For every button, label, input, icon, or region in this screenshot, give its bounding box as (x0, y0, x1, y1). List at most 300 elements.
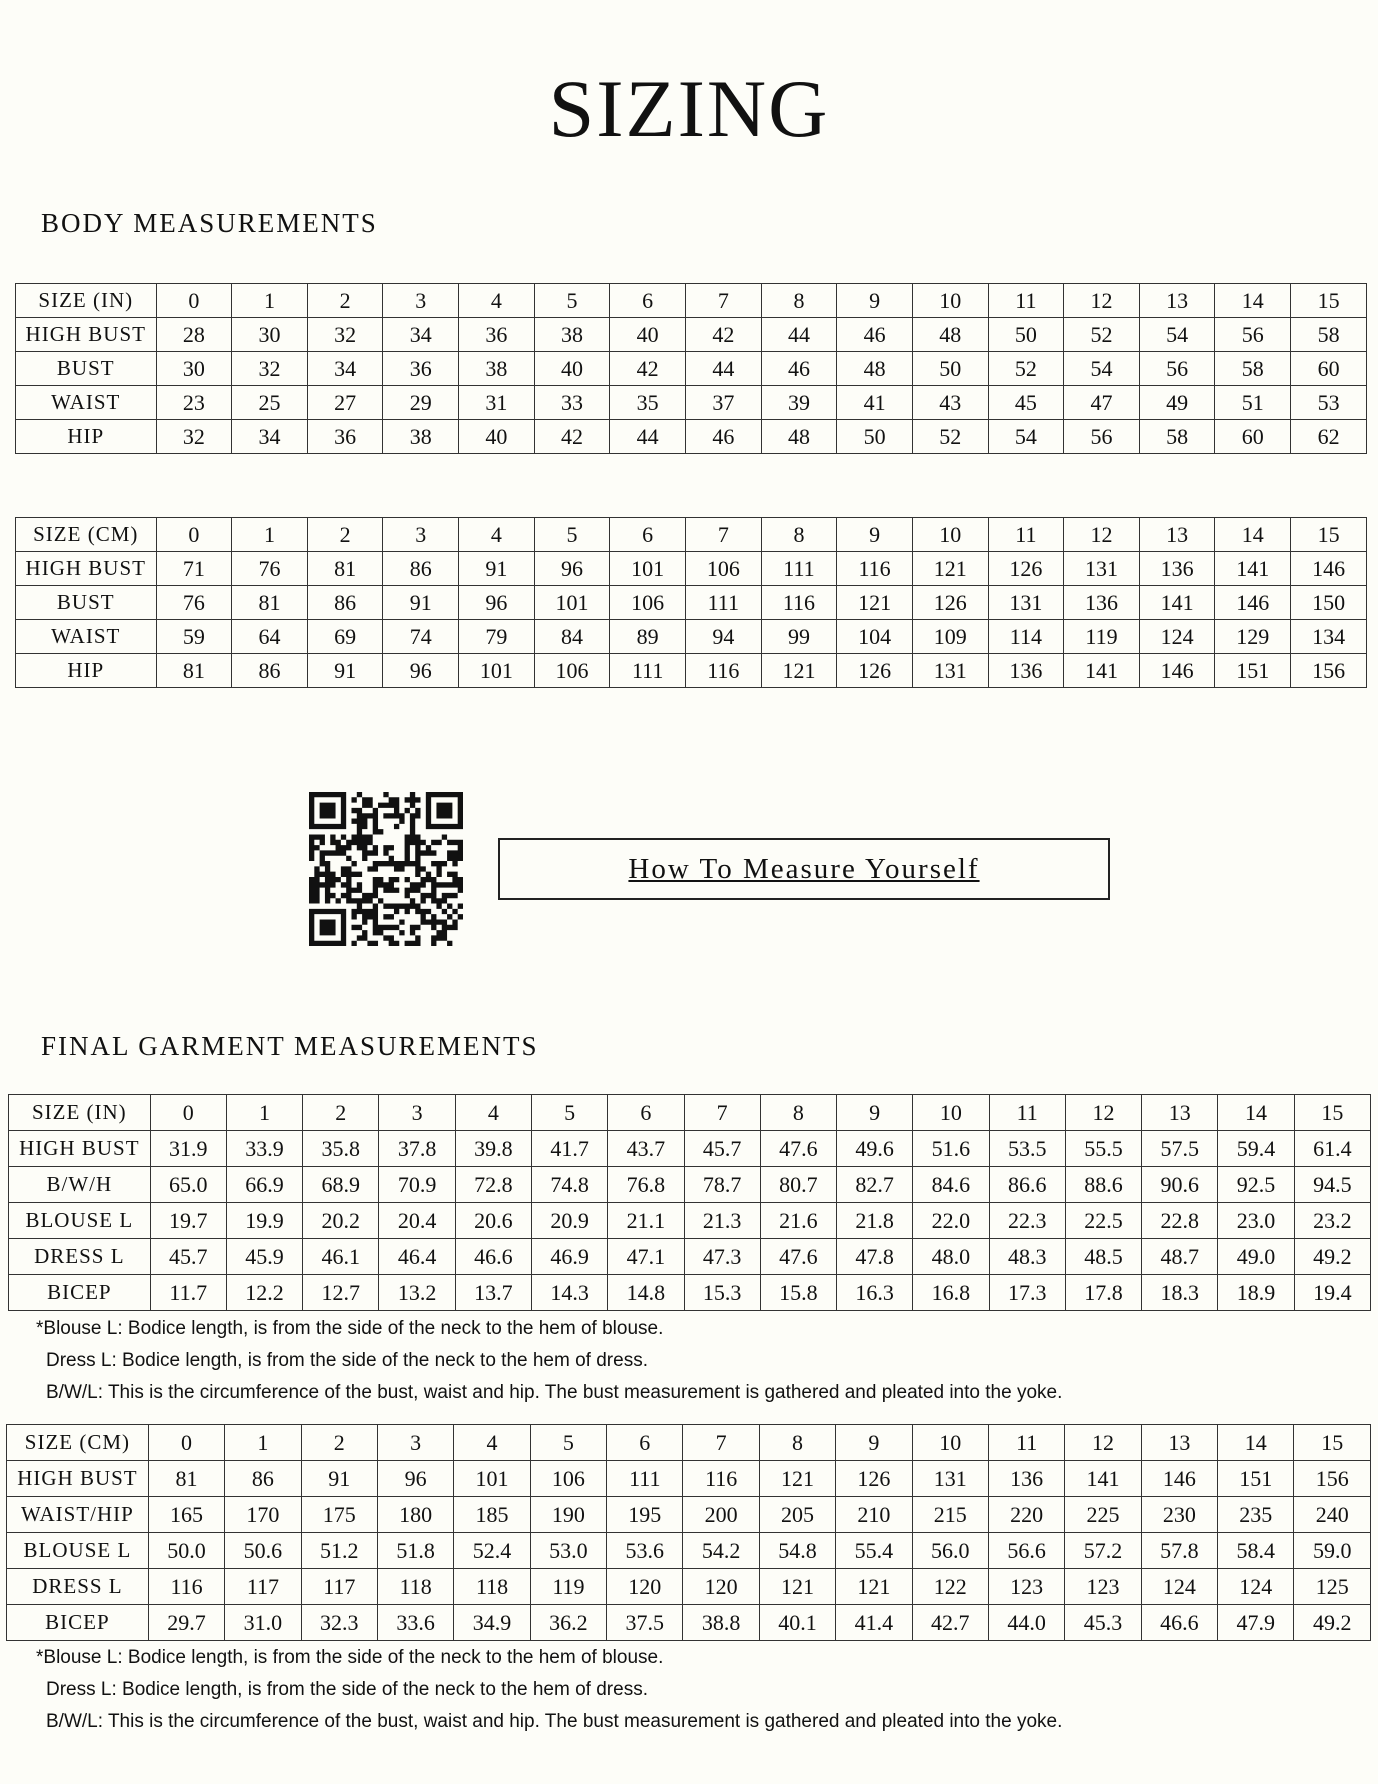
measurement-cell: 94.5 (1294, 1167, 1370, 1203)
measurement-cell: 43 (912, 386, 988, 420)
how-to-measure-link[interactable]: How To Measure Yourself (498, 838, 1110, 900)
size-header-cell: 13 (1139, 284, 1215, 318)
measurement-cell: 12.7 (303, 1275, 379, 1311)
measurement-cell: 126 (912, 586, 988, 620)
measurement-cell: 86 (383, 552, 459, 586)
measurement-cell: 91 (383, 586, 459, 620)
measurement-cell: 101 (610, 552, 686, 586)
size-header-cell: 7 (686, 284, 762, 318)
size-header-cell: 12 (1065, 1095, 1141, 1131)
size-header-cell: 0 (150, 1095, 226, 1131)
measurement-cell: 36 (459, 318, 535, 352)
table-row (16, 586, 1367, 620)
measurement-cell: 38 (534, 318, 610, 352)
measurement-cell: 86 (232, 654, 308, 688)
measurement-cell: 42 (686, 318, 762, 352)
size-header-cell: 1 (232, 518, 308, 552)
measurement-cell: 69 (307, 620, 383, 654)
size-header-cell: 6 (608, 1095, 684, 1131)
measurement-cell: 58 (1215, 352, 1291, 386)
measurement-cell: 30 (232, 318, 308, 352)
measurement-cell: 40 (610, 318, 686, 352)
measurement-cell: 22.5 (1065, 1203, 1141, 1239)
measurement-cell: 79 (459, 620, 535, 654)
measurement-cell: 116 (761, 586, 837, 620)
row-label: HIP (16, 654, 157, 688)
size-header-cell: 2 (303, 1095, 379, 1131)
measurement-cell: 81 (148, 1461, 224, 1497)
measurement-cell: 50.0 (148, 1533, 224, 1569)
measurement-cell: 48.0 (913, 1239, 989, 1275)
size-header-cell: 15 (1294, 1425, 1371, 1461)
measurement-cell: 96 (459, 586, 535, 620)
table-row (7, 1533, 1371, 1569)
measurement-cell: 64 (232, 620, 308, 654)
measurement-cell: 29 (383, 386, 459, 420)
measurement-cell: 32.3 (301, 1605, 377, 1641)
size-header-cell: 11 (988, 284, 1064, 318)
row-label: SIZE (CM) (16, 518, 157, 552)
measurement-cell: 44 (761, 318, 837, 352)
measurement-cell: 22.3 (989, 1203, 1065, 1239)
measurement-cell: 124 (1218, 1569, 1294, 1605)
size-header-cell: 15 (1291, 518, 1367, 552)
measurement-cell: 51.8 (377, 1533, 453, 1569)
measurement-cell: 53.0 (530, 1533, 606, 1569)
table-row (9, 1203, 1371, 1239)
measurement-cell: 19.4 (1294, 1275, 1370, 1311)
measurement-cell: 58 (1139, 420, 1215, 454)
measurement-cell: 34 (307, 352, 383, 386)
measurement-cell: 131 (988, 586, 1064, 620)
measurement-cell: 56 (1064, 420, 1140, 454)
measurement-cell: 119 (530, 1569, 606, 1605)
measurement-cell: 89 (610, 620, 686, 654)
size-header-cell: 4 (459, 284, 535, 318)
measurement-cell: 111 (607, 1461, 683, 1497)
table-row (16, 552, 1367, 586)
measurement-cell: 49.0 (1218, 1239, 1294, 1275)
measurement-cell: 35 (610, 386, 686, 420)
size-header-cell: 15 (1291, 284, 1367, 318)
final-garment-measurements-heading: FINAL GARMENT MEASUREMENTS (41, 1031, 539, 1061)
measurement-cell: 52 (988, 352, 1064, 386)
measurement-cell: 18.9 (1218, 1275, 1294, 1311)
measurement-cell: 43.7 (608, 1131, 684, 1167)
measurement-cell: 116 (686, 654, 762, 688)
measurement-cell: 70.9 (379, 1167, 455, 1203)
measurement-cell: 40 (534, 352, 610, 386)
measurement-cell: 165 (148, 1497, 224, 1533)
table-row (9, 1167, 1371, 1203)
size-header-cell: 3 (377, 1425, 453, 1461)
size-header-cell: 11 (989, 1095, 1065, 1131)
measurement-cell: 21.3 (684, 1203, 760, 1239)
measurement-cell: 22.0 (913, 1203, 989, 1239)
size-header-cell: 14 (1218, 1095, 1294, 1131)
measurement-cell: 146 (1139, 654, 1215, 688)
measurement-cell: 54.8 (759, 1533, 835, 1569)
measurement-cell: 48.7 (1142, 1239, 1218, 1275)
size-header-cell: 9 (837, 284, 913, 318)
measurement-cell: 146 (1141, 1461, 1217, 1497)
measurement-cell: 94 (686, 620, 762, 654)
measurement-cell: 54 (1064, 352, 1140, 386)
body-measurements-heading: BODY MEASUREMENTS (41, 208, 378, 238)
body-measurements-cm-table (15, 517, 1367, 688)
measurement-cell: 48 (912, 318, 988, 352)
note-dress-length: Dress L: Bodice length, is from the side of the neck to the hem of dress. (46, 1679, 648, 1700)
measurement-cell: 41 (837, 386, 913, 420)
row-label: HIP (16, 420, 157, 454)
measurement-cell: 111 (686, 586, 762, 620)
table-row (16, 654, 1367, 688)
size-header-cell: 13 (1142, 1095, 1218, 1131)
measurement-cell: 16.3 (837, 1275, 913, 1311)
size-header-cell: 8 (761, 518, 837, 552)
measurement-cell: 185 (454, 1497, 530, 1533)
measurement-cell: 121 (759, 1569, 835, 1605)
measurement-cell: 50 (837, 420, 913, 454)
measurement-cell: 13.7 (455, 1275, 531, 1311)
measurement-cell: 125 (1294, 1569, 1371, 1605)
measurement-cell: 12.2 (226, 1275, 302, 1311)
measurement-cell: 78.7 (684, 1167, 760, 1203)
size-header-cell: 12 (1064, 518, 1140, 552)
measurement-cell: 84 (534, 620, 610, 654)
measurement-cell: 38 (383, 420, 459, 454)
measurement-cell: 55.5 (1065, 1131, 1141, 1167)
measurement-cell: 57.8 (1141, 1533, 1217, 1569)
size-header-cell: 11 (988, 1425, 1064, 1461)
measurement-cell: 33.9 (226, 1131, 302, 1167)
size-header-cell: 9 (837, 1095, 913, 1131)
row-label: BICEP (7, 1605, 149, 1641)
measurement-cell: 32 (232, 352, 308, 386)
measurement-cell: 146 (1215, 586, 1291, 620)
measurement-cell: 58 (1291, 318, 1367, 352)
garment-measurements-cm-table (6, 1424, 1371, 1641)
measurement-cell: 34 (232, 420, 308, 454)
measurement-cell: 53.6 (607, 1533, 683, 1569)
measurement-cell: 21.8 (837, 1203, 913, 1239)
measurement-cell: 92.5 (1218, 1167, 1294, 1203)
qr-code-icon[interactable] (306, 792, 466, 946)
measurement-cell: 86 (225, 1461, 301, 1497)
measurement-cell: 60 (1215, 420, 1291, 454)
size-header-cell: 14 (1218, 1425, 1294, 1461)
measurement-cell: 156 (1291, 654, 1367, 688)
measurement-cell: 74.8 (531, 1167, 607, 1203)
measurement-cell: 40.1 (759, 1605, 835, 1641)
measurement-cell: 121 (912, 552, 988, 586)
size-header-cell: 2 (301, 1425, 377, 1461)
measurement-cell: 131 (912, 1461, 988, 1497)
measurement-cell: 131 (912, 654, 988, 688)
measurement-cell: 56 (1139, 352, 1215, 386)
garment-measurements-in-table (8, 1094, 1371, 1311)
measurement-cell: 111 (610, 654, 686, 688)
measurement-cell: 76.8 (608, 1167, 684, 1203)
measurement-cell: 59 (156, 620, 232, 654)
measurement-cell: 46 (761, 352, 837, 386)
measurement-cell: 56.6 (988, 1533, 1064, 1569)
size-header-cell: 14 (1215, 284, 1291, 318)
measurement-cell: 109 (912, 620, 988, 654)
measurement-cell: 37.8 (379, 1131, 455, 1167)
measurement-cell: 48 (837, 352, 913, 386)
table-row (7, 1497, 1371, 1533)
measurement-cell: 49.2 (1294, 1605, 1371, 1641)
size-header-cell: 0 (156, 518, 232, 552)
measurement-cell: 14.8 (608, 1275, 684, 1311)
measurement-cell: 82.7 (837, 1167, 913, 1203)
measurement-cell: 215 (912, 1497, 988, 1533)
measurement-cell: 46 (837, 318, 913, 352)
measurement-cell: 106 (686, 552, 762, 586)
size-header-cell: 11 (988, 518, 1064, 552)
measurement-cell: 46.6 (455, 1239, 531, 1275)
measurement-cell: 31 (459, 386, 535, 420)
row-label: WAIST (16, 620, 157, 654)
measurement-cell: 48.5 (1065, 1239, 1141, 1275)
measurement-cell: 106 (610, 586, 686, 620)
size-header-cell: 2 (307, 518, 383, 552)
measurement-cell: 22.8 (1142, 1203, 1218, 1239)
size-header-cell: 8 (760, 1095, 836, 1131)
measurement-cell: 156 (1294, 1461, 1371, 1497)
measurement-cell: 180 (377, 1497, 453, 1533)
measurement-cell: 16.8 (913, 1275, 989, 1311)
measurement-cell: 54 (988, 420, 1064, 454)
size-header-cell: 0 (148, 1425, 224, 1461)
measurement-cell: 80.7 (760, 1167, 836, 1203)
measurement-cell: 48.3 (989, 1239, 1065, 1275)
size-header-cell: 8 (761, 284, 837, 318)
measurement-cell: 118 (377, 1569, 453, 1605)
measurement-cell: 21.6 (760, 1203, 836, 1239)
measurement-cell: 54.2 (683, 1533, 759, 1569)
measurement-cell: 106 (534, 654, 610, 688)
measurement-cell: 46.4 (379, 1239, 455, 1275)
measurement-cell: 106 (530, 1461, 606, 1497)
measurement-cell: 116 (837, 552, 913, 586)
measurement-cell: 151 (1215, 654, 1291, 688)
size-header-cell: 5 (534, 518, 610, 552)
measurement-cell: 52.4 (454, 1533, 530, 1569)
measurement-cell: 151 (1218, 1461, 1294, 1497)
size-header-cell: 7 (686, 518, 762, 552)
row-label: BICEP (9, 1275, 151, 1311)
measurement-cell: 47.6 (760, 1131, 836, 1167)
measurement-cell: 124 (1141, 1569, 1217, 1605)
measurement-cell: 15.8 (760, 1275, 836, 1311)
measurement-cell: 220 (988, 1497, 1064, 1533)
size-header-cell: 15 (1294, 1095, 1370, 1131)
table-row (16, 352, 1367, 386)
measurement-cell: 141 (1064, 654, 1140, 688)
measurement-cell: 61.4 (1294, 1131, 1370, 1167)
measurement-cell: 14.3 (531, 1275, 607, 1311)
size-header-cell: 1 (226, 1095, 302, 1131)
measurement-cell: 101 (459, 654, 535, 688)
measurement-cell: 20.6 (455, 1203, 531, 1239)
size-header-cell: 3 (383, 284, 459, 318)
measurement-cell: 195 (607, 1497, 683, 1533)
measurement-cell: 42 (610, 352, 686, 386)
measurement-cell: 86.6 (989, 1167, 1065, 1203)
size-header-cell: 0 (156, 284, 232, 318)
measurement-cell: 52 (1064, 318, 1140, 352)
table-row (7, 1461, 1371, 1497)
measurement-cell: 121 (836, 1569, 912, 1605)
measurement-cell: 32 (156, 420, 232, 454)
measurement-cell: 44 (686, 352, 762, 386)
row-label: BUST (16, 586, 157, 620)
measurement-cell: 118 (454, 1569, 530, 1605)
measurement-cell: 47.9 (1218, 1605, 1294, 1641)
measurement-cell: 91 (459, 552, 535, 586)
measurement-cell: 129 (1215, 620, 1291, 654)
size-header-cell: 6 (607, 1425, 683, 1461)
measurement-cell: 235 (1218, 1497, 1294, 1533)
measurement-cell: 121 (759, 1461, 835, 1497)
measurement-cell: 47.3 (684, 1239, 760, 1275)
row-label: SIZE (IN) (16, 284, 157, 318)
measurement-cell: 54 (1139, 318, 1215, 352)
measurement-cell: 57.2 (1065, 1533, 1141, 1569)
table-row (9, 1275, 1371, 1311)
measurement-cell: 225 (1065, 1497, 1141, 1533)
measurement-cell: 141 (1065, 1461, 1141, 1497)
measurement-cell: 136 (1139, 552, 1215, 586)
row-label: HIGH BUST (16, 552, 157, 586)
size-header-cell: 1 (225, 1425, 301, 1461)
measurement-cell: 175 (301, 1497, 377, 1533)
table-row (9, 1239, 1371, 1275)
measurement-cell: 47.1 (608, 1239, 684, 1275)
row-label: BUST (16, 352, 157, 386)
measurement-cell: 81 (156, 654, 232, 688)
size-header-cell: 4 (459, 518, 535, 552)
measurement-cell: 17.8 (1065, 1275, 1141, 1311)
measurement-cell: 37.5 (607, 1605, 683, 1641)
size-header-cell: 12 (1064, 284, 1140, 318)
size-header-cell: 6 (610, 284, 686, 318)
measurement-cell: 36.2 (530, 1605, 606, 1641)
measurement-cell: 46 (686, 420, 762, 454)
measurement-cell: 101 (534, 586, 610, 620)
row-label: BLOUSE L (9, 1203, 151, 1239)
size-header-cell: 10 (912, 518, 988, 552)
row-label: HIGH BUST (7, 1461, 149, 1497)
size-header-cell: 4 (454, 1425, 530, 1461)
row-label: WAIST (16, 386, 157, 420)
measurement-cell: 18.3 (1142, 1275, 1218, 1311)
measurement-cell: 111 (761, 552, 837, 586)
size-header-cell: 3 (383, 518, 459, 552)
table-header-row (9, 1095, 1371, 1131)
measurement-cell: 30 (156, 352, 232, 386)
row-label: SIZE (CM) (7, 1425, 149, 1461)
table-row (7, 1569, 1371, 1605)
note-bwl-circumference: B/W/L: This is the circumference of the bust, waist and hip. The bust measurement is gathered and pleated into the yoke. (46, 1382, 1063, 1403)
measurement-cell: 11.7 (150, 1275, 226, 1311)
measurement-cell: 56 (1215, 318, 1291, 352)
measurement-cell: 205 (759, 1497, 835, 1533)
measurement-cell: 126 (836, 1461, 912, 1497)
table-row (16, 318, 1367, 352)
measurement-cell: 19.7 (150, 1203, 226, 1239)
measurement-cell: 60 (1291, 352, 1367, 386)
measurement-cell: 76 (156, 586, 232, 620)
size-header-cell: 10 (912, 1425, 988, 1461)
measurement-cell: 116 (148, 1569, 224, 1605)
measurement-cell: 13.2 (379, 1275, 455, 1311)
body-measurements-in-table (15, 283, 1367, 454)
measurement-cell: 45.7 (150, 1239, 226, 1275)
measurement-cell: 28 (156, 318, 232, 352)
measurement-cell: 131 (1064, 552, 1140, 586)
size-header-cell: 5 (531, 1095, 607, 1131)
measurement-cell: 38.8 (683, 1605, 759, 1641)
measurement-cell: 23.0 (1218, 1203, 1294, 1239)
measurement-cell: 141 (1215, 552, 1291, 586)
measurement-cell: 90.6 (1142, 1167, 1218, 1203)
measurement-cell: 20.9 (531, 1203, 607, 1239)
measurement-cell: 150 (1291, 586, 1367, 620)
measurement-cell: 81 (307, 552, 383, 586)
measurement-cell: 104 (837, 620, 913, 654)
measurement-cell: 71 (156, 552, 232, 586)
measurement-cell: 101 (454, 1461, 530, 1497)
measurement-cell: 74 (383, 620, 459, 654)
size-header-cell: 13 (1139, 518, 1215, 552)
measurement-cell: 33 (534, 386, 610, 420)
measurement-cell: 141 (1139, 586, 1215, 620)
measurement-cell: 123 (1065, 1569, 1141, 1605)
note-bwl-circumference: B/W/L: This is the circumference of the bust, waist and hip. The bust measurement is gathered and pleated into the yoke. (46, 1711, 1063, 1732)
measurement-cell: 20.4 (379, 1203, 455, 1239)
measurement-cell: 123 (988, 1569, 1064, 1605)
measurement-cell: 21.1 (608, 1203, 684, 1239)
measurement-cell: 122 (912, 1569, 988, 1605)
measurement-cell: 33.6 (377, 1605, 453, 1641)
size-header-cell: 7 (683, 1425, 759, 1461)
row-label: B/W/H (9, 1167, 151, 1203)
size-header-cell: 10 (912, 284, 988, 318)
measurement-cell: 42 (534, 420, 610, 454)
measurement-cell: 91 (301, 1461, 377, 1497)
measurement-cell: 45.7 (684, 1131, 760, 1167)
measurement-cell: 210 (836, 1497, 912, 1533)
measurement-cell: 40 (459, 420, 535, 454)
measurement-cell: 66.9 (226, 1167, 302, 1203)
measurement-cell: 55.4 (836, 1533, 912, 1569)
measurement-cell: 35.8 (303, 1131, 379, 1167)
note-blouse-length: *Blouse L: Bodice length, is from the side of the neck to the hem of blouse. (36, 1318, 664, 1339)
measurement-cell: 46.1 (303, 1239, 379, 1275)
measurement-cell: 49 (1139, 386, 1215, 420)
measurement-cell: 37 (686, 386, 762, 420)
measurement-cell: 59.4 (1218, 1131, 1294, 1167)
row-label: DRESS L (7, 1569, 149, 1605)
size-header-cell: 7 (684, 1095, 760, 1131)
size-header-cell: 9 (837, 518, 913, 552)
measurement-cell: 45.3 (1065, 1605, 1141, 1641)
size-header-cell: 14 (1215, 518, 1291, 552)
measurement-cell: 76 (232, 552, 308, 586)
